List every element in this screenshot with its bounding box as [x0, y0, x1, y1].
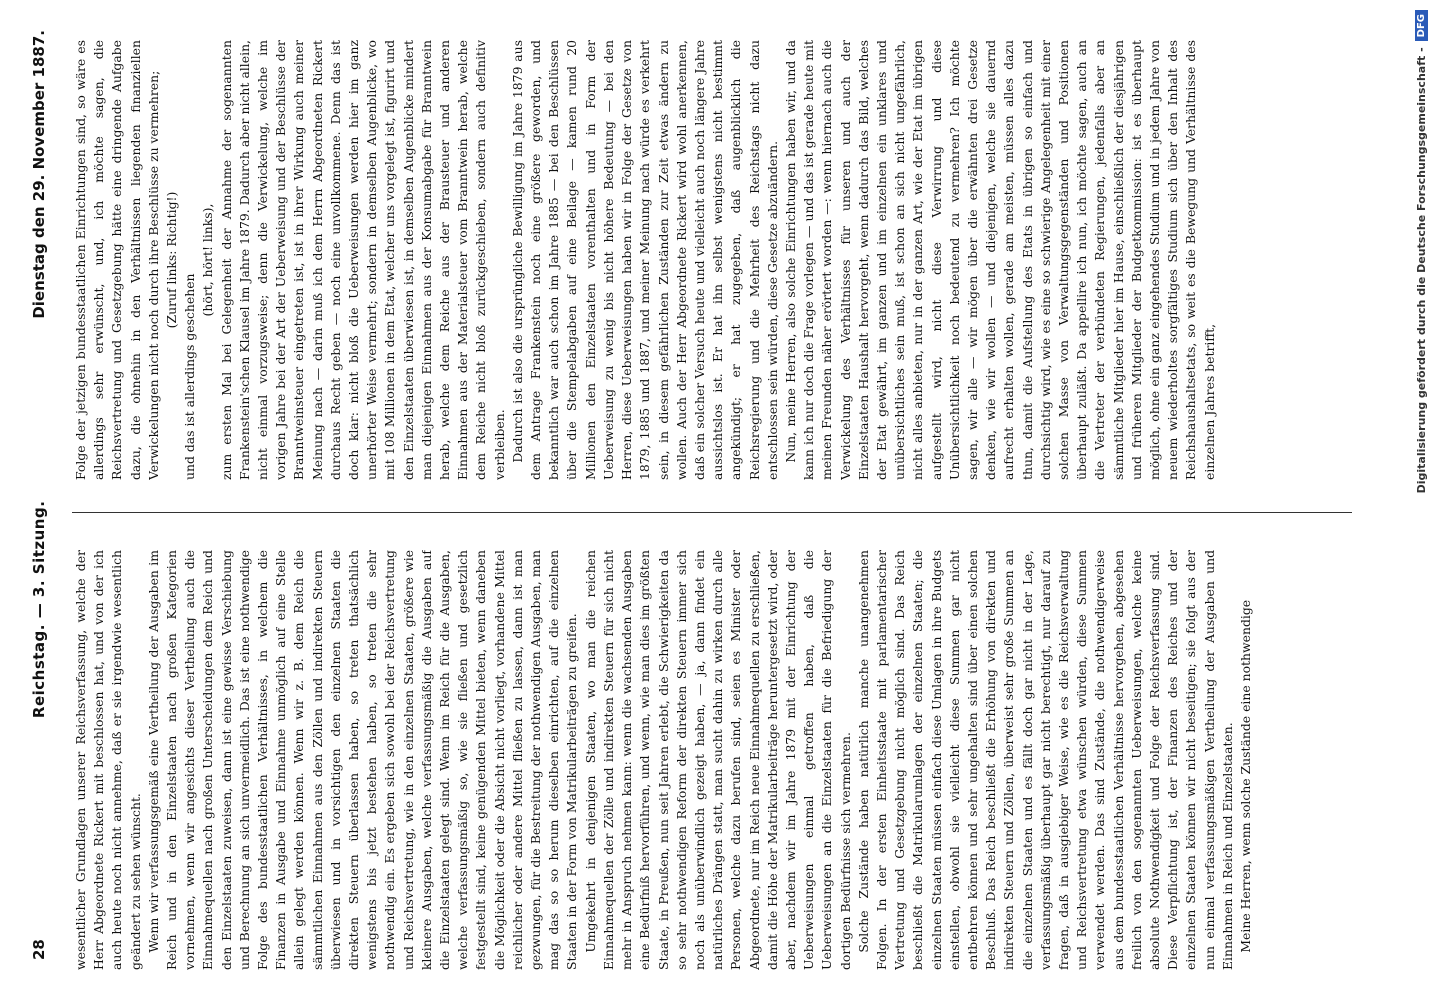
column-divider	[72, 512, 1352, 513]
dfg-credit-text: Digitalisierung gefördert durch die Deutsche Forschungsgemeinschaft -	[1414, 47, 1428, 494]
paragraph: Wenn wir verfassungsgemäß eine Vertheilung der Ausgaben im Reich und in den Einzelstaaten nach großen Kategorien vornehmen, wenn wir angesichts dieser Vertheilung auch die Einnahmequellen nach großen Unterscheidungen dem Reich und den Einzelstaaten zuweisen, dann ist eine gewisse Verschiebung und Berechnung an sich unvermeidlich. Das ist eine nothwendige Folge des bundesstaatlichen Verhältnisses, in welchem die Finanzen in Ausgabe und Einnahme unmöglich auf eine Stelle allein gelegt werden können. Wenn wir z. B. dem Reich die sämmtlichen Einnahmen aus den Zöllen und indirekten Steuern überwiesen und in vorsichtigen den einzelnen Staaten die direkten Steuern überlassen haben, so treten thatsächlich wenigstens bis jetzt bestehen haben, so treten die sehr nothwendig ein. Es ergeben sich sowohl bei der Reichsvertretung und Reichsvertretung, wie in den einzelnen Staaten, größere wie kleinere Ausgaben, welche verfassungsmäßig die Ausgaben auf die Einzelstaaten gelegt sind. Wenn im Reich für die Ausgaben, welche verfassungsmäßig so, wie sie fließen und gesetzlich festgestellt sind, keine genügenden Mittel bieten, wenn daneben die Möglichkeit oder die Absicht nicht vorliegt, vorhandene Mittel reichlicher oder andere Mittel fließen zu lassen, dann ist man gezwungen, für die Bestreitung der nothwendigen Ausgaben, man mag das so so herum dieselben einrichten, auf die einzelnen Staaten in der Form von Matrikularbeiträgen zu greifen.	[145, 550, 580, 970]
paragraph: wesentlicher Grundlagen unserer Reichsverfassung, welche der Herr Abgeordnete Rickert mit beschlossen hat, und von der ich auch heute noch nicht annehme, daß er sie irgendwie wesentlich geändert zu sehen wünscht.	[73, 550, 143, 970]
interjection: (hört, hört! links),	[200, 203, 216, 317]
paragraph: und das ist allerdings geschehen	[182, 273, 198, 480]
paragraph: Solche Zustände haben natürlich manche unangenehmen Folgen. In der ersten Einheitsstaate mit parlamentarischer Vertretung und Gesetzgebung nicht möglich sind. Das Reich beschließt die Matrikularumlagen der einzelnen Staaten; die einzelnen Staaten müssen einfach diese Umlagen in ihre Budgets einstellen, obwohl sie vielleicht diese Summen gar nicht entbehren können und sehr ungehalten sind über einen solchen Beschluß. Das Reich beschließt die Erhöhung von direkten und indirekten Steuern und Zöllen, überweist sehr große Summen an die einzelnen Staaten und es fällt doch gar nicht in der Lage, verfassungsmäßig überhaupt gar nicht berechtigt, nur darauf zu fragen, daß in ausgiebiger Weise, wie es die Reichsverwaltung und Reichsvertretung etwa wünschen würden, diese Summen verwendet werden. Das sind Zustände, die nothwendigerweise aus dem bundesstaatlichen Verhältnisse hervorgehen, abgesehen freilich von den sogenannten Ueberweisungen, welche keine absolute Nothwendigkeit und Folge der Reichsverfassung sind. Diese Verpflichtung ist, der Finanzen des Reiches und der einzelnen Staaten können wir nicht beseitigen; sie folgt aus der nun einmal verfassungsmäßigen Vertheilung der Ausgaben und Einnahmen in Reich und Einzelstaaten.	[855, 550, 1235, 970]
page-header	[24, 30, 54, 960]
interjection: (Zuruf links: Richtig!)	[164, 191, 180, 329]
dfg-credit	[1408, 10, 1432, 990]
dfg-sidebar	[1404, 10, 1430, 990]
dfg-logo-icon: DFG	[1415, 10, 1428, 41]
page-number: 28	[30, 939, 48, 960]
text-column-right	[72, 40, 1352, 480]
running-date: Dienstag den 29. November 1887.	[30, 30, 48, 319]
paragraph: Folge der jetzigen bundesstaatlichen Einrichtungen sind, so wäre es allerdings sehr erwünscht, und, ich möchte sagen, die Reichsvertretung und Gesetzgebung hätte eine dringende Aufgabe dazu, die ohnehin in den Verhältnissen liegenden finanziellen Verwickelungen nicht noch durch ihre Beschlüsse zu vermehren;	[73, 40, 161, 480]
paragraph: Dadurch ist also die ursprüngliche Bewilligung im Jahre 1879 aus dem Antrage Frankenstein noch eine größere geworden, und bekanntlich war auch schon im Jahre 1885 — bei den Beschlüssen über die Stempelabgaben auf eine Beilage — kamen rund 20 Millionen den Einzelstaaten vorenthalten und in Form der Ueberweisung zu wenig bis nicht höhere Bedeutung — bei den Herren, diese Ueberweisungen haben wir in Folge der Gesetze von 1879, 1885 und 1887, und meiner Meinung nach würde es verkehrt sein, in diesem gefährlichen Zuständen zur Zeit etwas ändern zu wollen. Auch der Herr Abgeordnete Rickert wird wohl anerkennen, daß ein solcher Versuch heute und vielleicht auch noch längere Jahre aussichtslos ist. Er hat ihn selbst wenigstens nicht bestimmt angekündigt; er hat zugegeben, daß augenblicklich die Reichsregierung und die Mehrheit des Reichstags nicht dazu entschlossen sein würden, diese Gesetze abzuändern.	[509, 40, 780, 480]
paragraph: Meine Herren, wenn solche Zustände eine nothwendige	[1238, 599, 1253, 953]
text-column-left	[72, 550, 1352, 970]
paragraph: Umgekehrt in denjenigen Staaten, wo man die reichen Einnahmequellen der Zölle und indirekten Steuern für sich nicht mehr in Anspruch nehmen kann: wenn die wachsenden Ausgaben eine Bedürfniß hervorführen, und wenn, wie man dies im größten Staate, in Preußen, nun seit Jahren erlebt, die Schwierigkeiten da so sehr nothwendigen Reform der direkten Steuern immer sich noch als unüberwindlich gezeigt haben, — ja, dann findet ein natürliches Drängen statt, man sucht dahin zu wirken durch alle Personen, welche dazu berufen sind, seien es Minister oder Abgeordnete, nur im Reich neue Einnahmequellen zu erschließen, damit die Höhe der Matrikularbeiträge heruntergesetzt wird, oder aber, nachdem wir im Jahre 1879 mit der Einrichtung der Ueberweisungen einmal getroffen haben, daß die Ueberweisungen an die Einzelstaaten für die Befriedigung der dortigen Bedürfnisse sich vermehren.	[582, 550, 853, 970]
paragraph: zum ersten Mal bei Gelegenheit der Annahme der sogenannten Frankenstein'schen Klausel im Jahre 1879. Dadurch aber nicht allein, nicht einmal vorzugsweise; denn die Verwickelung, welche im vorigen Jahre bei der Art der Ueberweisung und der Beschlüsse der Branntweinsteuer eingetreten ist, ist in ihrer Wirkung auch meiner Meinung nach — darin muß ich dem Herrn Abgeordneten Rickert durchaus Recht geben — noch eine unvollkommene. Denn das ist doch klar: nicht bloß die Ueberweisungen werden hier im ganz unerhörter Weise vermehrt; sondern in demselben Augenblicke, wo mit 108 Millionen in dem Etat, welcher uns vorgelegt ist, figurirt und den Einzelstaaten überwiesen ist, in demselben Augenblicke mindert man diejenigen Einnahmen aus der Konsumabgabe für Branntwein herab, welche dem Reiche aus der Brausteuer und anderen Einnahmen aus der Materialsteuer vom Branntwein herab, welche dem Reiche nicht bloß zurückgeschieben, sondern auch definitiv verbleiben.	[218, 40, 507, 480]
paragraph: Nun, meine Herren, also solche Einrichtungen haben wir, und da kann ich nur doch die Frage vorlegen — und das ist gerade heute mit meinen Freunden näher erörtert worden —: wenn hiernach auch die Verwickelung des Verhältnisses für unseren und auch der Einzelstaaten Haushalt hervorgeht, wenn dadurch das Bild, welches der Etat gewährt, im ganzen und im einzelnen ein unklares und unübersichtliches sein muß, ist schon an sich nicht ungefährlich, nicht alles anbieten, nur in der ganzen Art, wie der Etat im übrigen aufgestellt wird, nicht diese Verwirrung und diese Unübersichtlichkeit noch bedeutend zu vermehren? Ich möchte sagen, wir alle — wir mögen über die erwähnten drei Gesetze denken, wie wir wollen — und diejenigen, welche sie dauernd aufrecht erhalten wollen, gerade am meisten, müssen alles dazu thun, damit die Aufstellung des Etats in übrigen so einfach und durchsichtig wird, wie es eine so schwierige Angelegenheit mit einer solchen Masse von Verwaltungsgegenständen und Positionen überhaupt zuläßt. Da appellire ich nun, ich möchte sagen, auch an die Vertreter der verbündeten Regierungen, jedenfalls aber an sämmtliche Mitglieder hier im Hause, einschließlich der diesjährigen und früheren Mitglieder der Budgetkommission: ist es überhaupt möglich, ohne ein ganz eingehendes Studium und in jedem Jahre von neuem wiederholtes sorgfältiges Studium sich über den Inhalt des Reichshaushaltsetats, so weit es die Bewegung und Verhältnisse des einzelnen Jahres betrifft,	[782, 40, 1217, 480]
running-title: Reichstag. — 3. Sitzung.	[30, 500, 48, 719]
